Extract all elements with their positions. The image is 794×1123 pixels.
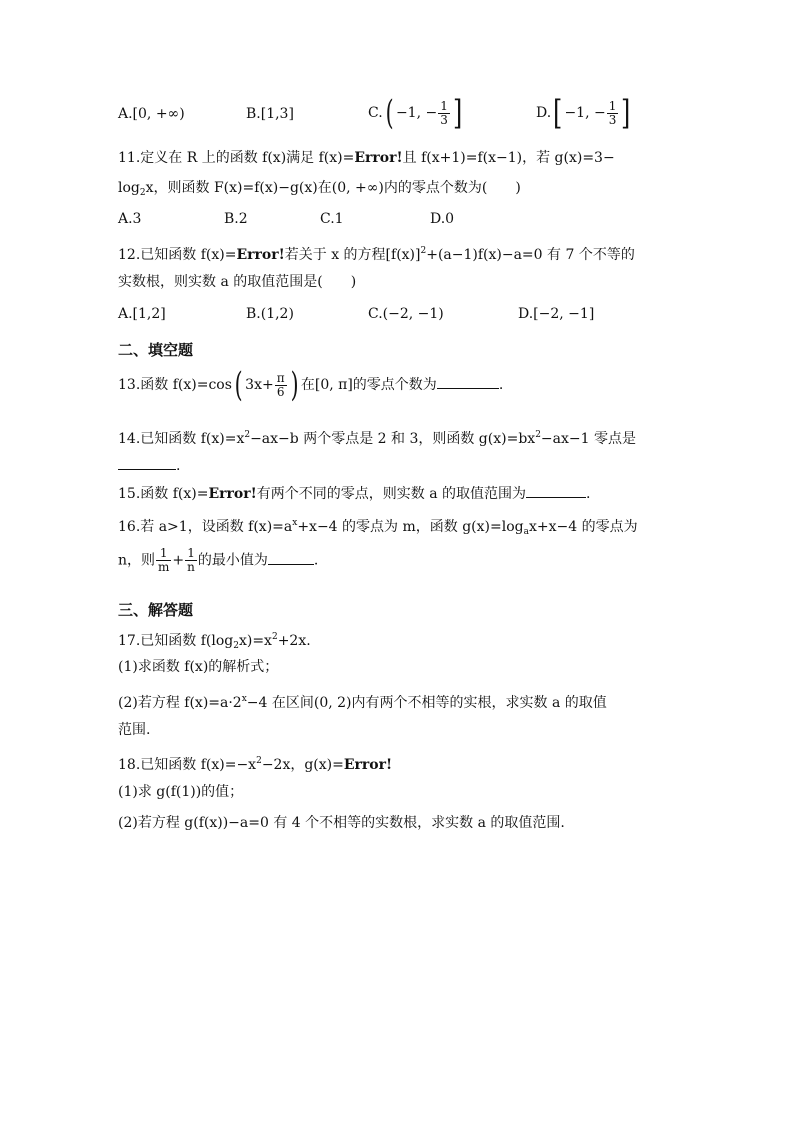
q17-part-1: (1)求函数 f(x)的解析式；	[118, 659, 279, 675]
q16-fraction-n	[185, 547, 197, 574]
q17-exponent-x: x	[241, 694, 247, 704]
q13-close-paren: )	[290, 365, 299, 405]
q13-end: .	[498, 377, 504, 393]
q16-numerator-2: 1	[185, 547, 197, 561]
q14-exponent-1: 2	[244, 430, 251, 440]
section-fill-in-heading: 二、填空题	[118, 341, 194, 359]
q16-text-c: x+x−4 的零点为	[528, 519, 638, 535]
q16-denominator-n: n	[187, 560, 195, 574]
q10-c-body: −1, −	[395, 105, 438, 121]
q14-line-2	[118, 455, 180, 476]
q12-text-a: 12.已知函数 f(x)=	[118, 247, 237, 263]
q16-line-1	[118, 513, 638, 542]
q18-exponent: 2	[256, 756, 262, 766]
q10-option-b: B.[1,3]	[246, 106, 294, 122]
q15-text-b: 有两个不同的零点，则实数 a 的取值范围为	[256, 486, 526, 502]
q13-text-b: 在[0, π]的零点个数为	[300, 377, 437, 393]
q18-error-placeholder: Error!	[343, 757, 393, 773]
q16-answer-blank	[268, 550, 314, 565]
q10-d-close-bracket: ]	[621, 93, 631, 133]
q13-fraction	[275, 372, 287, 399]
q11-text-a: 11.定义在 R 上的函数 f(x)满足 f(x)=	[118, 150, 355, 166]
q18-text-a: 18.已知函数 f(x)=−x	[118, 757, 257, 773]
q10-option-c-prefix: C.	[368, 105, 383, 121]
section-answer-heading: 三、解答题	[118, 601, 194, 619]
q15-answer-blank	[526, 483, 586, 498]
q14-text-a: 14.已知函数 f(x)=x	[118, 431, 245, 447]
q14-text-c: −ax−1 零点是	[540, 431, 636, 447]
q10-c-denominator: 3	[440, 112, 448, 127]
q11-option-a: A.3	[118, 211, 142, 227]
q16-fraction-m	[156, 547, 171, 574]
q18-part-1: (1)求 g(f(1))的值；	[118, 784, 244, 800]
q16-end: .	[313, 552, 319, 569]
q13-numerator: π	[276, 370, 285, 385]
q16-plus: +	[172, 552, 185, 569]
q11-error-placeholder: Error!	[354, 150, 403, 166]
q10-c-close-bracket: ]	[452, 93, 463, 133]
q17-text-b: x)=x	[238, 633, 272, 649]
q17-text-e: −4 在区间(0, 2)内有两个不相等的实根，求实数 a 的取值	[246, 695, 607, 711]
q17-log-base: 2	[233, 641, 239, 651]
q11-option-d: D.0	[430, 211, 455, 227]
q11-line-1	[118, 148, 615, 168]
q13-open-paren: (	[234, 365, 243, 405]
q11-option-c: C.1	[320, 211, 344, 227]
q12-option-b: B.(1,2)	[246, 306, 294, 322]
q16-line-2	[118, 547, 318, 574]
q10-option-a: A.[0, +∞)	[118, 106, 185, 122]
q17-line-1	[118, 627, 311, 656]
q16-text-e: 的最小值为	[197, 552, 268, 569]
q10-c-open-paren: (	[385, 93, 394, 133]
q10-option-d	[536, 93, 633, 133]
q16-log-base: a	[523, 527, 529, 537]
q17-part-2	[118, 689, 607, 713]
q17-part-2-cont: 范围.	[118, 722, 151, 738]
q16-text-a: 16.若 a>1，设函数 f(x)=a	[118, 519, 293, 535]
q13-answer-blank	[437, 374, 499, 389]
q10-d-body: −1, −	[564, 105, 606, 121]
q11-line-2	[118, 178, 521, 203]
q11-log-base: 2	[139, 188, 146, 198]
q16-text-b: +x−4 的零点为 m，函数 g(x)=log	[297, 519, 524, 535]
q12-option-c: C.(−2, −1)	[368, 306, 444, 322]
q18-part-2: (2)若方程 g(f(x))−a=0 有 4 个不相等的实数根，求实数 a 的取值范围.	[118, 815, 565, 831]
q10-d-denominator: 3	[608, 112, 617, 127]
q12-line-2: 实数根，则实数 a 的取值范围是( )	[118, 274, 357, 290]
q17-text-d: (2)若方程 f(x)=a·2	[118, 695, 242, 711]
q15-error-placeholder: Error!	[208, 486, 257, 502]
q10-c-fraction	[438, 100, 450, 127]
q11-option-b: B.2	[224, 211, 248, 227]
q11-text-c: x，则函数 F(x)=f(x)−g(x)在(0, +∞)内的零点个数为( )	[145, 180, 521, 196]
q15-text-a: 15.函数 f(x)=	[118, 486, 209, 502]
q14-line-1	[118, 425, 636, 449]
q11-log-text: log	[118, 180, 140, 196]
q16-denominator-m: m	[158, 560, 170, 574]
q10-d-fraction	[607, 100, 619, 127]
q10-option-d-prefix: D.	[536, 105, 552, 121]
q17-text-a: 17.已知函数 f(log	[118, 633, 234, 649]
q16-exponent: x	[292, 518, 298, 528]
q13-line	[118, 365, 504, 405]
q12-option-d: D.[−2, −1]	[518, 306, 595, 322]
q18-line-1	[118, 751, 392, 775]
q10-d-numerator: 1	[608, 98, 617, 113]
q12-error-placeholder: Error!	[236, 247, 285, 263]
q10-c-numerator: 1	[440, 98, 448, 113]
q17-text-c: +2x.	[277, 633, 311, 649]
q16-numerator-1: 1	[156, 547, 171, 561]
q12-exponent: 2	[420, 246, 427, 256]
q15-line	[118, 483, 590, 504]
q12-line-1	[118, 241, 635, 265]
q14-end: .	[176, 458, 181, 474]
q18-text-b: −2x，g(x)=	[261, 757, 344, 773]
q10-option-c	[368, 93, 464, 133]
q11-text-b: 且 f(x+1)=f(x−1)，若 g(x)=3−	[402, 150, 615, 166]
q14-exponent-2: 2	[535, 430, 541, 440]
q14-answer-blank	[118, 455, 176, 470]
q10-d-open-bracket: [	[553, 93, 563, 133]
q12-option-a: A.[1,2]	[118, 306, 166, 322]
q16-text-d: n，则	[118, 552, 156, 569]
q13-inner: 3x+	[245, 377, 274, 393]
q15-end: .	[586, 486, 591, 502]
q12-text-b: 若关于 x 的方程[f(x)]	[284, 247, 421, 263]
q13-denominator: 6	[276, 384, 285, 399]
q13-text-a: 13.函数 f(x)=cos	[118, 377, 232, 393]
q12-text-c: +(a−1)f(x)−a=0 有 7 个不等的	[426, 247, 635, 263]
q14-text-b: −ax−b 两个零点是 2 和 3，则函数 g(x)=bx	[250, 431, 536, 447]
q17-exponent: 2	[271, 632, 278, 642]
